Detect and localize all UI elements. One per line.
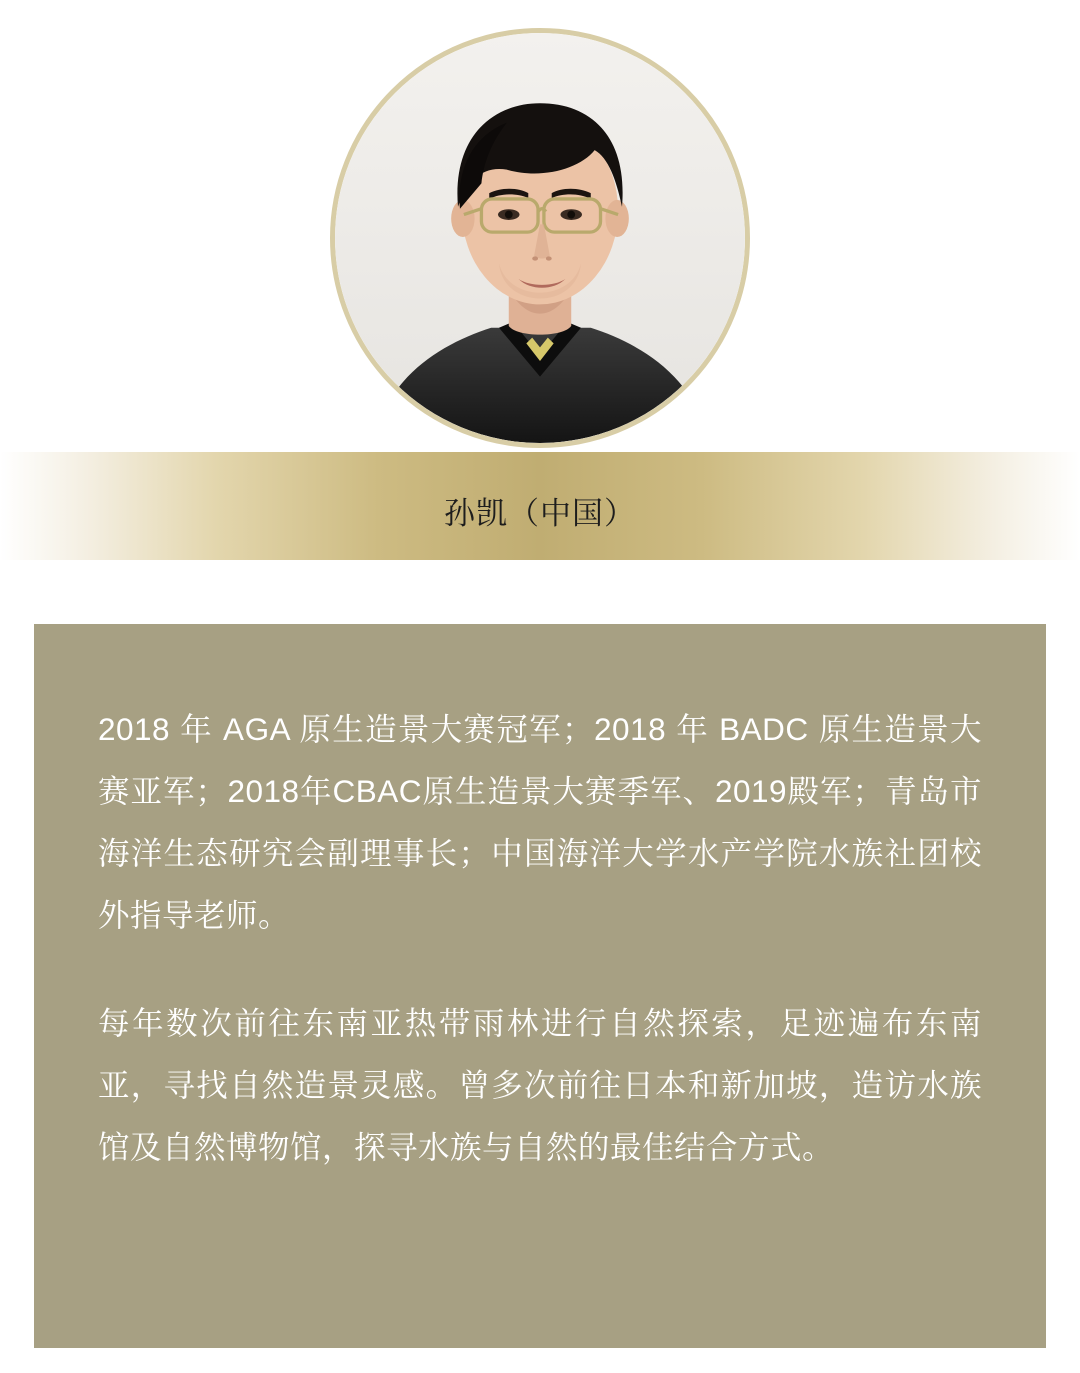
portrait-photo	[335, 33, 745, 443]
profile-header	[0, 0, 1080, 580]
profile-name: 孙凯（中国）	[444, 496, 636, 531]
bio-paragraph-travels: 每年数次前往东南亚热带雨林进行自然探索，足迹遍布东南亚，寻找自然造景灵感。曾多次前往日本和新加坡，造访水族馆及自然博物馆，探寻水族与自然的最佳结合方式。	[98, 1005, 982, 1165]
avatar	[330, 28, 750, 448]
bio-panel	[34, 624, 1046, 1348]
bio-paragraph-achievements: 2018 年 AGA 原生造景大赛冠军；2018 年 BADC 原生造景大赛亚军；2018年CBAC原生造景大赛季军、2019殿军；青岛市海洋生态研究会副理事长；中国海洋大学水产学院水族社团校外指导老师。	[98, 711, 982, 933]
